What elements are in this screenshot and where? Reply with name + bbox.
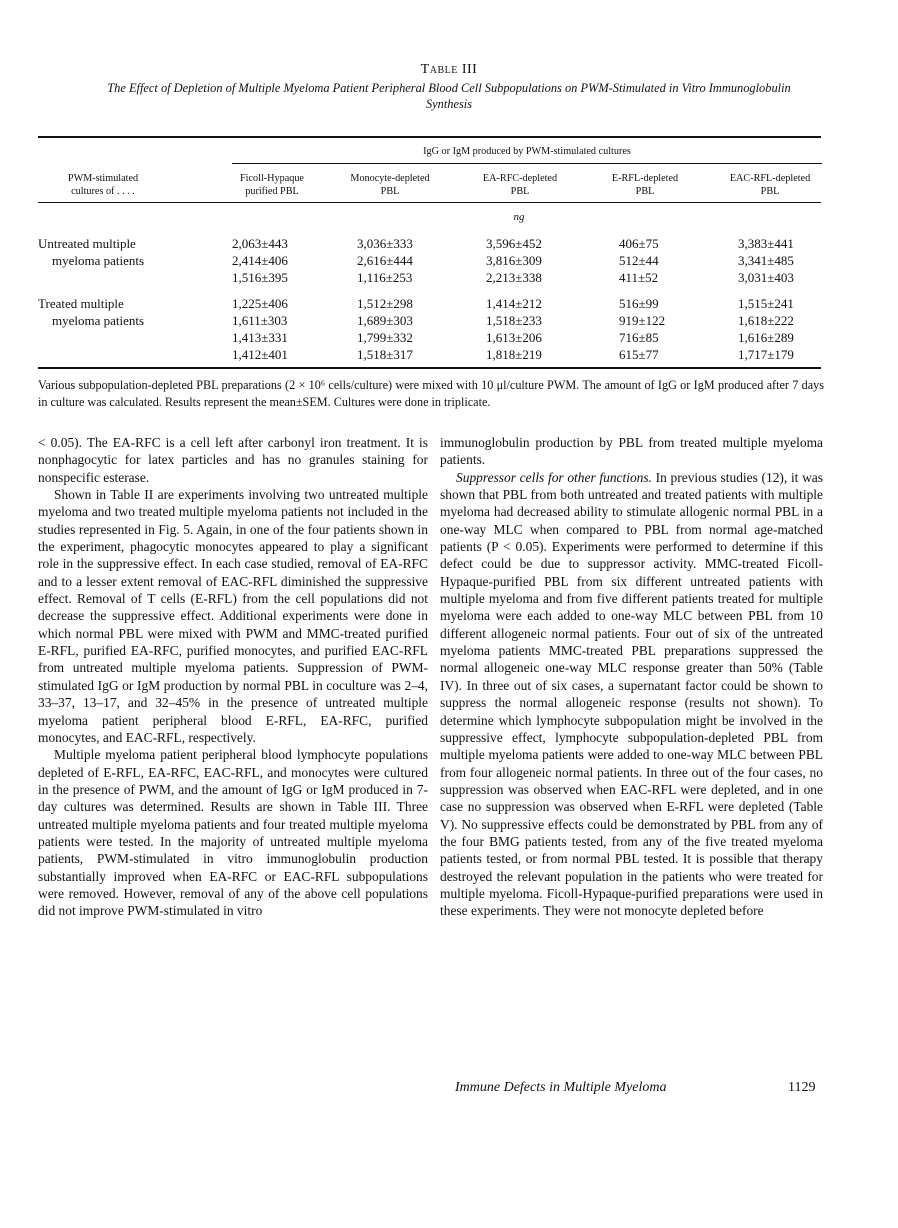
column-header-line: PBL [760,186,780,197]
table-cell: 3,031±403 [738,270,794,285]
column-header-line: purified PBL [245,186,299,197]
column-header-line: PBL [635,186,655,197]
table-cell: 411±52 [619,270,659,285]
body-paragraph [440,469,823,920]
table-footnote: Various subpopulation-depleted PBL preparations (2 × 10⁶ cells/culture) were mixed with 10 μl/culture PWM. The amount of IgG or IgM produced after 7 days in culture was calculated. Results represent the mean±SEM. Cultures were done in triplicate. [38,378,824,409]
table-cell: 1,611±303 [232,313,288,328]
table-cell: 615±77 [619,347,659,362]
table-row-header [38,172,168,198]
column-header-line: PBL [510,186,530,197]
row-header-line: cultures of . . . . [71,186,135,197]
table-cell: 516±99 [619,296,659,311]
column-header-monocyte [340,172,440,198]
table-cell: 1,413±331 [232,330,288,345]
paragraph-text: In previous studies (12), it was shown that PBL from both untreated and treated patients with multiple myeloma had decreased ability to stimulate allogenic normal PBL in a one-way MLC when compared to PBL from normal age-matched patients (P < 0.05). Experiments were performed to determine if this defect could be due to suppressor activity. MMC-treated Ficoll-Hypaque-purified PBL from six different untreated patients with multiple myeloma and from five different patients treated for multiple myeloma were each added to one-way MLC between PBL from 10 different allogeneic normal patients. Four out of six of the untreated myeloma patients MMC-treated PBL preparations suppressed the normal allogeneic one-way MLC response greater than 50% (Table IV). In three out of six cases, a supernatant factor could be shown to suppress the normal allogeneic response (results not shown). To determine which lymphocyte subpopulation might be involved in the suppressive effect, lymphocyte subpopulation-depleted PBL from multiple myeloma patients were added to one-way MLC between PBL from four allogeneic normal patients. In three out of the four cases, no suppression was observed when EAC-RFL were depleted, and in one case no suppression was observed when E-RFL were depleted (Table V). No suppressive effects could be demonstrated by PBL from any of the four BMG patients tested, from any of the five treated myeloma patients tested, or from normal PBL tested. It is possible that therapy destroyed the relevant population in the patients who were treated for multiple myeloma. Ficoll-Hypaque-purified preparations were used in these experiments. They were not monocyte depleted before [440,469,823,919]
table-cell: 406±75 [619,236,659,251]
table-top-rule [38,136,821,138]
table-cell: 1,515±241 [738,296,794,311]
running-head: Immune Defects in Multiple Myeloma [455,1080,667,1095]
table-cell: 1,616±289 [738,330,794,345]
table-cell: 1,512±298 [357,296,413,311]
table-caption: The Effect of Depletion of Multiple Myeloma Patient Peripheral Blood Cell Subpopulations on PWM-Stimulated in Vitro Immunoglobulin Synthesis [107,81,791,111]
table-cell: 1,116±253 [357,270,413,285]
body-paragraph: immunoglobulin production by PBL from treated multiple myeloma patients. [440,435,823,468]
body-paragraph: Multiple myeloma patient peripheral blood lymphocyte populations depleted of E-RFL, EA-RFC, EAC-RFL, and monocytes were cultured in the presence of PWM, and the amount of IgG or IgM produced in 7-day cultures was determined. Results are shown in Table III. Three untreated multiple myeloma patients and four treated multiple myeloma patients were tested. In the majority of untreated multiple myeloma patients, PWM-stimulated in vitro immunoglobulin production substantially improved when EA-RFC or EAC-RFL subpopulations were removed. However, removal of any of the above cell populations did not improve PWM-stimulated in vitro [38,747,428,919]
table-cell: 1,717±179 [738,347,794,362]
table-cell: 3,596±452 [486,236,542,251]
table-group-rule [232,163,822,164]
body-left-column [38,434,428,920]
column-header-ea-rfc [470,172,570,198]
group-label-line: myeloma patients [52,253,145,268]
group-label-treated [38,295,144,329]
page-number: 1129 [788,1080,816,1095]
group-label-line: Treated multiple [38,296,124,311]
body-paragraph: Shown in Table II are experiments involving two untreated multiple myeloma and two treated multiple myeloma patients not included in the studies represented in Fig. 5. Again, in one of the four patients shown in the experiment, phagocytic monocytes appeared to play a significant role in the suppressive effect. In each case studied, removal of EA-RFC and to a lesser extent removal of EAC-RFL diminished the suppressive effect. Removal of T cells (E-RFL) from the cell populations did not decrease the suppressive effect. Additional experiments were done in which normal PBL were mixed with PWM and MMC-treated purified E-RFL, purified EA-RFC, purified monocytes, and purified EAC-RFL from untreated multiple myeloma patients. Suppression of PWM-stimulated IgG or IgM production by normal PBL in coculture was 2–4, 33–37, 13–17, and 32–45% in the presence of untreated multiple myeloma patient peripheral blood E-RFL, EA-RFC, purified monocytes, and EAC-RFL, respectively. [38,487,428,745]
row-header-line: PWM-stimulated [67,173,139,184]
body-right-column [440,434,823,920]
body-paragraph: < 0.05). The EA-RFC is a cell left after carbonyl iron treatment. It is nonphagocytic for latex particles and has no granules staining for nonspecific esterase. [38,435,428,485]
table-cell: 2,213±338 [486,270,542,285]
table-cell: 1,613±206 [486,330,542,345]
column-header-line: E-RFL-depleted [611,173,679,184]
table-cell: 512±44 [619,253,659,268]
table-cell: 1,414±212 [486,296,542,311]
table-cell: 1,518±233 [486,313,542,328]
table-cell: 1,412±401 [232,347,288,362]
table-unit: ng [513,211,525,223]
table-cell: 3,036±333 [357,236,413,251]
column-header-e-rfl [600,172,690,198]
group-label-line: Untreated multiple [38,236,136,251]
table-cell: 3,341±485 [738,253,794,268]
section-run-in-heading: Suppressor cells for other functions. [456,469,652,485]
table-cell: 2,063±443 [232,236,288,251]
column-header-ficoll [232,172,312,198]
table-cell: 1,618±222 [738,313,794,328]
table-cell: 1,225±406 [232,296,288,311]
table-cell: 716±85 [619,330,659,345]
table-cell: 1,689±303 [357,313,413,328]
column-header-line: PBL [380,186,400,197]
group-label-line: myeloma patients [52,313,145,328]
table-cell: 1,516±395 [232,270,288,285]
column-header-line: Monocyte-depleted [350,173,430,184]
table-cell: 919±122 [619,313,666,328]
table-cell: 2,414±406 [232,253,288,268]
column-header-eac-rfl [720,172,820,198]
table-header-rule [38,202,821,203]
table-cell: 1,818±219 [486,347,542,362]
table-cell: 2,616±444 [357,253,413,268]
table-cell: 1,799±332 [357,330,413,345]
table-cell: 1,518±317 [357,347,413,362]
column-header-line: EAC-RFL-depleted [729,173,811,184]
table-cell: 3,816±309 [486,253,542,268]
table-label: Table III [420,62,478,77]
group-label-untreated [38,235,144,269]
table-group-header: IgG or IgM produced by PWM-stimulated cultures [423,146,631,157]
column-header-line: Ficoll-Hypaque [240,173,304,184]
column-header-line: EA-RFC-depleted [482,173,558,184]
table-bottom-rule [38,367,821,369]
table-cell: 3,383±441 [738,236,794,251]
